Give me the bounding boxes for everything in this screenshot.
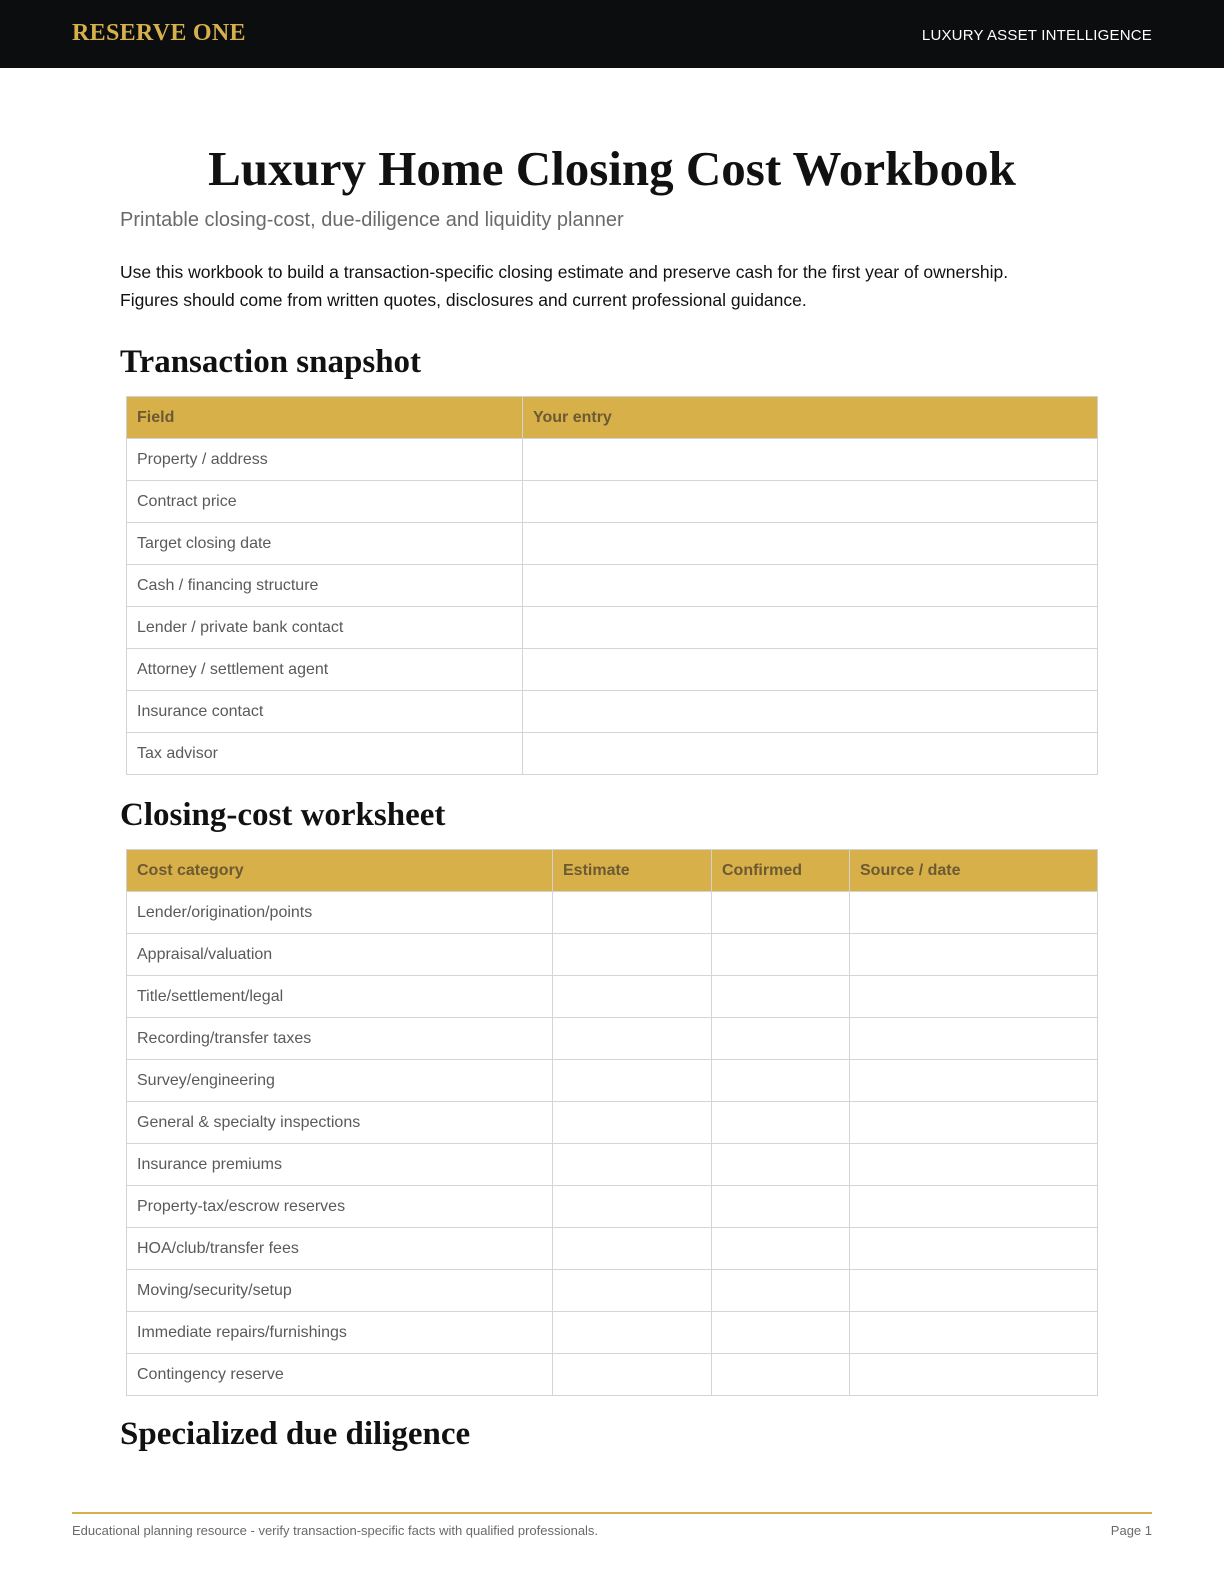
entry-cell[interactable] xyxy=(553,1060,712,1102)
row-label: Moving/security/setup xyxy=(127,1270,553,1312)
table-row xyxy=(127,523,1098,565)
section-heading-snapshot: Transaction snapshot xyxy=(120,344,422,380)
snapshot-table xyxy=(126,396,1098,775)
worksheet-table xyxy=(126,849,1098,1396)
entry-cell[interactable] xyxy=(850,1018,1098,1060)
entry-cell[interactable] xyxy=(553,1144,712,1186)
table-row xyxy=(127,733,1098,775)
entry-cell[interactable] xyxy=(850,1144,1098,1186)
table-row xyxy=(127,1102,1098,1144)
entry-cell[interactable] xyxy=(712,934,850,976)
entry-cell[interactable] xyxy=(553,1228,712,1270)
row-label: Property / address xyxy=(127,439,523,481)
section-heading-worksheet: Closing-cost worksheet xyxy=(120,797,446,833)
table-row xyxy=(127,976,1098,1018)
table-header-row xyxy=(127,397,1098,439)
table-row xyxy=(127,565,1098,607)
entry-cell[interactable] xyxy=(553,1102,712,1144)
entry-cell[interactable] xyxy=(523,607,1098,649)
entry-cell[interactable] xyxy=(712,976,850,1018)
entry-cell[interactable] xyxy=(553,1018,712,1060)
row-label: Tax advisor xyxy=(127,733,523,775)
entry-cell[interactable] xyxy=(850,1270,1098,1312)
intro-line: Figures should come from written quotes, disclosures and current professional guidance. xyxy=(120,290,807,310)
brand-logo: RESERVE ONE xyxy=(72,20,246,46)
table-row xyxy=(127,934,1098,976)
row-label: Lender / private bank contact xyxy=(127,607,523,649)
entry-cell[interactable] xyxy=(850,1060,1098,1102)
entry-cell[interactable] xyxy=(553,976,712,1018)
footer-divider xyxy=(72,1512,1152,1514)
column-header: Estimate xyxy=(553,850,712,892)
entry-cell[interactable] xyxy=(553,1186,712,1228)
entry-cell[interactable] xyxy=(850,892,1098,934)
entry-cell[interactable] xyxy=(523,439,1098,481)
entry-cell[interactable] xyxy=(553,1270,712,1312)
table-row xyxy=(127,607,1098,649)
entry-cell[interactable] xyxy=(553,1354,712,1396)
entry-cell[interactable] xyxy=(523,649,1098,691)
row-label: Recording/transfer taxes xyxy=(127,1018,553,1060)
table-row xyxy=(127,1354,1098,1396)
row-label: Contract price xyxy=(127,481,523,523)
table-row xyxy=(127,1228,1098,1270)
row-label: Survey/engineering xyxy=(127,1060,553,1102)
row-label: Appraisal/valuation xyxy=(127,934,553,976)
column-header: Your entry xyxy=(523,397,1098,439)
entry-cell[interactable] xyxy=(523,565,1098,607)
row-label: Lender/origination/points xyxy=(127,892,553,934)
column-header: Cost category xyxy=(127,850,553,892)
row-label: Insurance contact xyxy=(127,691,523,733)
row-label: Insurance premiums xyxy=(127,1144,553,1186)
entry-cell[interactable] xyxy=(523,733,1098,775)
table-row xyxy=(127,1144,1098,1186)
table-row xyxy=(127,1018,1098,1060)
column-header: Confirmed xyxy=(712,850,850,892)
top-banner xyxy=(0,0,1224,68)
table-row xyxy=(127,1060,1098,1102)
brand-tagline: LUXURY ASSET INTELLIGENCE xyxy=(921,27,1152,44)
entry-cell[interactable] xyxy=(850,976,1098,1018)
intro-paragraph xyxy=(120,258,1110,314)
entry-cell[interactable] xyxy=(712,1102,850,1144)
page-title: Luxury Home Closing Cost Workbook xyxy=(208,141,1016,196)
entry-cell[interactable] xyxy=(712,1270,850,1312)
entry-cell[interactable] xyxy=(523,523,1098,565)
table-header-row xyxy=(127,850,1098,892)
row-label: Cash / financing structure xyxy=(127,565,523,607)
intro-line: Use this workbook to build a transaction-specific closing estimate and preserve cash for the first year of ownership. xyxy=(120,262,1009,282)
entry-cell[interactable] xyxy=(850,1102,1098,1144)
row-label: Contingency reserve xyxy=(127,1354,553,1396)
row-label: Property-tax/escrow reserves xyxy=(127,1186,553,1228)
table-row xyxy=(127,1186,1098,1228)
entry-cell[interactable] xyxy=(850,1312,1098,1354)
column-header: Field xyxy=(127,397,523,439)
page-number: Page 1 xyxy=(1110,1523,1152,1538)
entry-cell[interactable] xyxy=(850,1354,1098,1396)
row-label: Target closing date xyxy=(127,523,523,565)
table-row xyxy=(127,691,1098,733)
entry-cell[interactable] xyxy=(523,691,1098,733)
entry-cell[interactable] xyxy=(850,934,1098,976)
table-row xyxy=(127,1312,1098,1354)
entry-cell[interactable] xyxy=(523,481,1098,523)
entry-cell[interactable] xyxy=(850,1228,1098,1270)
table-row xyxy=(127,1270,1098,1312)
footer-disclaimer: Educational planning resource - verify transaction-specific facts with qualified professionals. xyxy=(72,1523,599,1538)
row-label: Title/settlement/legal xyxy=(127,976,553,1018)
page-subtitle: Printable closing-cost, due-diligence and liquidity planner xyxy=(120,209,624,231)
column-header: Source / date xyxy=(850,850,1098,892)
row-label: HOA/club/transfer fees xyxy=(127,1228,553,1270)
row-label: Attorney / settlement agent xyxy=(127,649,523,691)
entry-cell[interactable] xyxy=(850,1186,1098,1228)
entry-cell[interactable] xyxy=(712,1354,850,1396)
table-row xyxy=(127,439,1098,481)
section-heading-due-diligence: Specialized due diligence xyxy=(120,1416,471,1452)
entry-cell[interactable] xyxy=(712,1144,850,1186)
row-label: Immediate repairs/furnishings xyxy=(127,1312,553,1354)
entry-cell[interactable] xyxy=(712,1312,850,1354)
row-label: General & specialty inspections xyxy=(127,1102,553,1144)
entry-cell[interactable] xyxy=(553,892,712,934)
entry-cell[interactable] xyxy=(712,1228,850,1270)
entry-cell[interactable] xyxy=(712,1060,850,1102)
entry-cell[interactable] xyxy=(553,1312,712,1354)
entry-cell[interactable] xyxy=(553,934,712,976)
table-row xyxy=(127,649,1098,691)
table-row xyxy=(127,892,1098,934)
entry-cell[interactable] xyxy=(712,1018,850,1060)
table-row xyxy=(127,481,1098,523)
entry-cell[interactable] xyxy=(712,1186,850,1228)
entry-cell[interactable] xyxy=(712,892,850,934)
